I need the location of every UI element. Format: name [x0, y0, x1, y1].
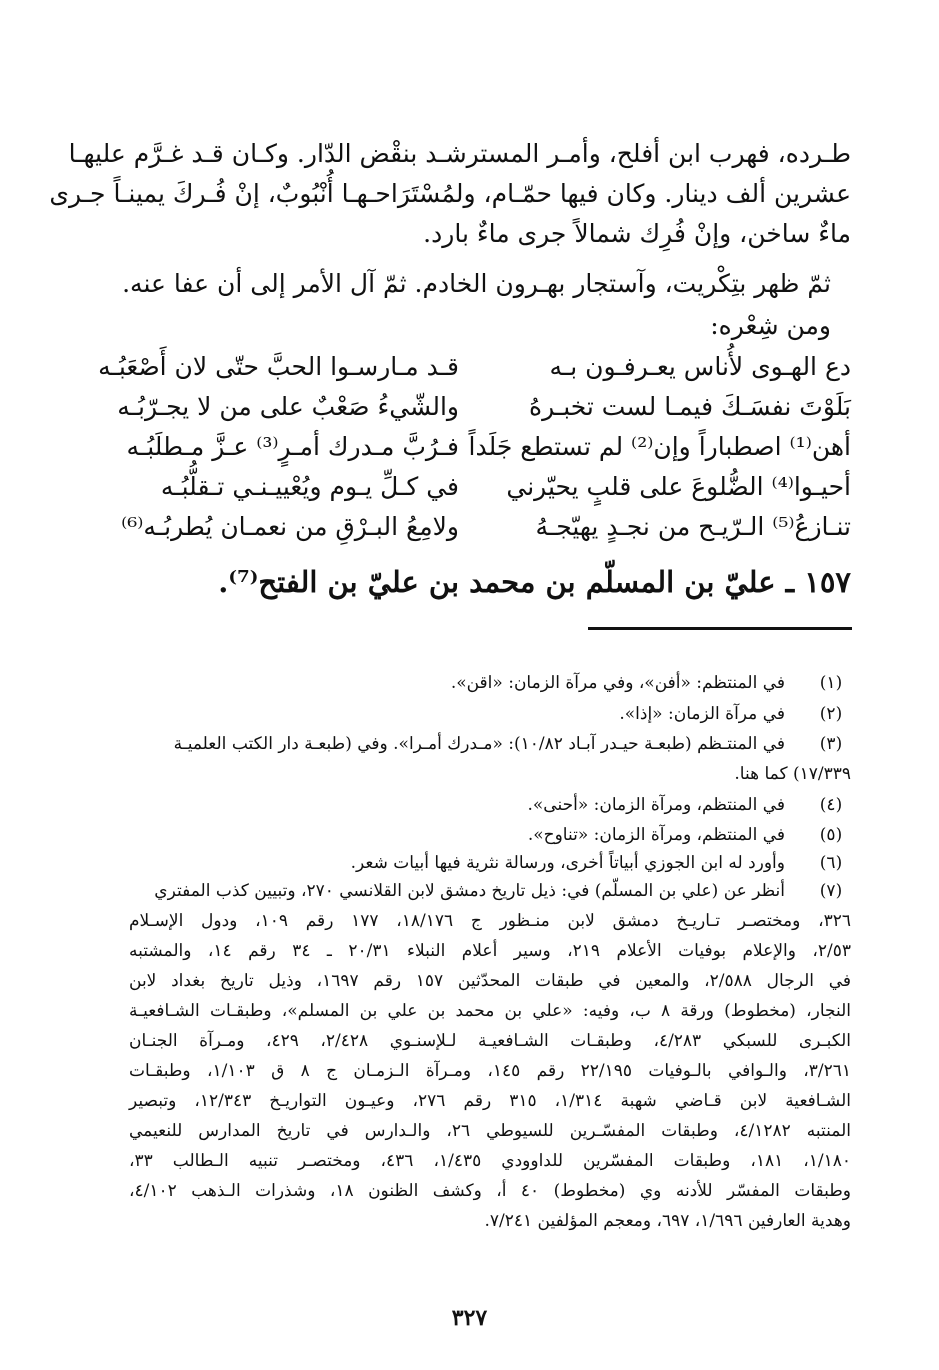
- body-paragraph: ثمّ ظهر بتِكْريت، وآستجار بهـرون الخادم. ثمّ آل الأمر إلى أن عفا عنه.: [122, 269, 831, 298]
- footnote-text: في المنتظم، ومرآة الزمان: «أحنى».: [527, 795, 785, 815]
- footnote-text: أنظر عن (علي بن المسلّم) في: ذيل تاريخ دمشق لابن القلانسي ٢٧٠، وتبيين كذب المفتري: [154, 881, 785, 901]
- footnote-number: (٤): [819, 795, 843, 815]
- footnote-continuation: ٣/٢٦١، والـوافي بالـوفيات ٢٢/١٩٥ رقم ١٤٥، ومـرآة الـزمـان ج ٨ ق ١/١٠٣، وطبقـات: [129, 1061, 851, 1081]
- poetry-intro: ومن شِعْره:: [710, 311, 831, 340]
- footnote-number: (٧): [819, 881, 843, 901]
- footnote-continuation: وطبقات المفسّر للأدنه وي (مخطوط) ٤٠ أ، وكشف الظنون ١٨، وشذرات الـذهب ٤/١٠٢،: [129, 1181, 851, 1201]
- footnote-continuation: في الرجال ٢/٥٨٨، والمعين في طبقات المحدّثين ١٥٧ رقم ١٦٩٧، وذيل تاريخ بغداد لابن: [129, 971, 852, 991]
- verse-hemistich-right: أحيـوا⁽⁴⁾ الضُّلوعَ على قلبٍ يحيّرني: [506, 472, 851, 501]
- footnote-number: (٥): [819, 825, 843, 845]
- verse-hemistich-left: فـرُبَّ مـدرك أمـرٍ⁽³⁾ عـزَّ مـطلَبُـه: [126, 432, 459, 461]
- footnote-text: في المنتظم، ومرآة الزمان: «تناوح».: [527, 825, 785, 845]
- footnote-continuation: ١/١٨٠، ١٨١، وطبقات المفسّرين للداوودي ١/٤٣٥، ٤٣٦، ومختصـر تنبيه الـطالب ٣٣،: [129, 1151, 852, 1171]
- footnote-number: (٢): [819, 704, 843, 724]
- footnote-continuation: النجار، (مخطوط) ورقة ٨ ب، وفيه: «علي بن محمد بن علي بن المسلم»، وطبقـات الشـافعيـة: [129, 1001, 852, 1021]
- body-line: طـرده، فهرب ابن أفلح، وأمـر المسترشـد بنقْض الدّار. وكـان قـد غـرَّم عليهـا: [68, 139, 851, 168]
- verse-hemistich-left: ولامِعُ البـرْقِ من نعمـان يُطربُـه⁽⁶⁾: [121, 512, 459, 541]
- footnote: [129, 729, 851, 759]
- footnote-continuation: ٣٢٦، ومختصـر تـاريـخ دمشق لابن منـظور ج ١٨/١٧٦، ١٧٧ رقم ١٠٩، ودول الإسـلام: [129, 911, 851, 931]
- footnote: [129, 820, 851, 850]
- body-line: ماءٌ ساخن، وإنْ فُرِك شمالاً جرى ماءٌ بارد.: [423, 219, 851, 248]
- body-line: عشرين ألف دينار. وكان فيها حمّـام، ولمُسْتَرَاحـهـا أُنْبُوبٌ، إنْ فُـركَ يمينـاً جـرى: [49, 179, 851, 208]
- verse-hemistich-left: في كـلِّ يـوم ويُعْييـنـي تـقلُّبُـه: [160, 472, 459, 501]
- footnote-number: (١): [819, 673, 843, 693]
- footnote-number: (٣): [819, 734, 843, 754]
- footnote-continuation: وهدية العارفين ١/٦٩٦، ٦٩٧، ومعجم المؤلفين ٧/٢٤١.: [484, 1211, 851, 1231]
- footnote: [129, 699, 851, 729]
- verse-hemistich-right: أهن⁽¹⁾ اصطباراً وإن⁽²⁾ لم تستطع جَلَداً: [468, 432, 851, 461]
- footnote-continuation: ٢/٥٣، والإعلام بوفيات الأعلام ٢١٩، وسير أعلام النبلاء ٢٠/٣١ ـ ٣٤ رقم ١٤، والمشتبه: [129, 941, 852, 961]
- footnote-continuation: الكبـرى للسبكي ٤/٢٨٣، وطبقـات الشـافعيـة لـلإسنـوي ٢/٤٢٨، ٤٢٩، ومـرآة الجنـان: [129, 1031, 851, 1051]
- entry-heading: ١٥٧ ـ عليّ بن المسلّم بن محمد بن عليّ بن الفتح⁽⁷⁾.: [218, 565, 851, 599]
- footnote-continuation: المنتبه ٤/١٢٨٢، وطبقات المفسّـرين للسيوطي ٢٦، والـدارس في تاريخ المدارس للنعيمي: [129, 1121, 852, 1141]
- footnote-continuation: ١٧/٣٣٩) كما هنا.: [734, 764, 851, 784]
- footnote-number: (٦): [819, 853, 843, 873]
- footnote: [129, 668, 851, 698]
- verse-hemistich-left: قـد مـارسـوا الحبَّ حتّى لان أَصْعَبُـه: [98, 352, 459, 381]
- footnote: [129, 790, 851, 820]
- verse-hemistich-right: بَلَوْتَ نفسَـكَ فيمـا لست تخبـرهُ: [529, 392, 851, 421]
- verse-hemistich-right: تنـازعُ⁽⁵⁾ الـرّيـح من نجـدٍ يهيّجـهُ: [535, 512, 851, 541]
- footnote-continuation: الشـافعية لابن قـاضي شهبة ١/٣١٤، ٣١٥ رقم ٢٧٦، وعيـون التواريـخ ١٢/٣٤٣، وتبصير: [129, 1091, 851, 1111]
- footnote-text: وأورد له ابن الجوزي أبياتاً أخرى، ورسالة نثرية فيها أبيات شعر.: [350, 853, 785, 873]
- footnote: [129, 848, 851, 878]
- footnote-text: في مرآة الزمان: «إذا».: [619, 704, 785, 724]
- footnote-text: في المنتـظم (طبعـة حيـدر آبـاد ١٠/٨٢): «مـدرك أمـرا». وفي (طبعـة دار الكتب العلميـة: [173, 734, 785, 754]
- page-number: ٣٢٧: [451, 1305, 488, 1331]
- verse-hemistich-left: والشّيءُ صَعْبٌ على من لا يجـرّبُـه: [117, 392, 459, 421]
- footnote: [129, 876, 851, 906]
- footnote-divider: [588, 627, 852, 630]
- footnote-text: في المنتظم: «أفن»، وفي مرآة الزمان: «اقن».: [450, 673, 785, 693]
- verse-hemistich-right: دع الهـوى لأُناس يعـرفـون بـه: [549, 352, 851, 381]
